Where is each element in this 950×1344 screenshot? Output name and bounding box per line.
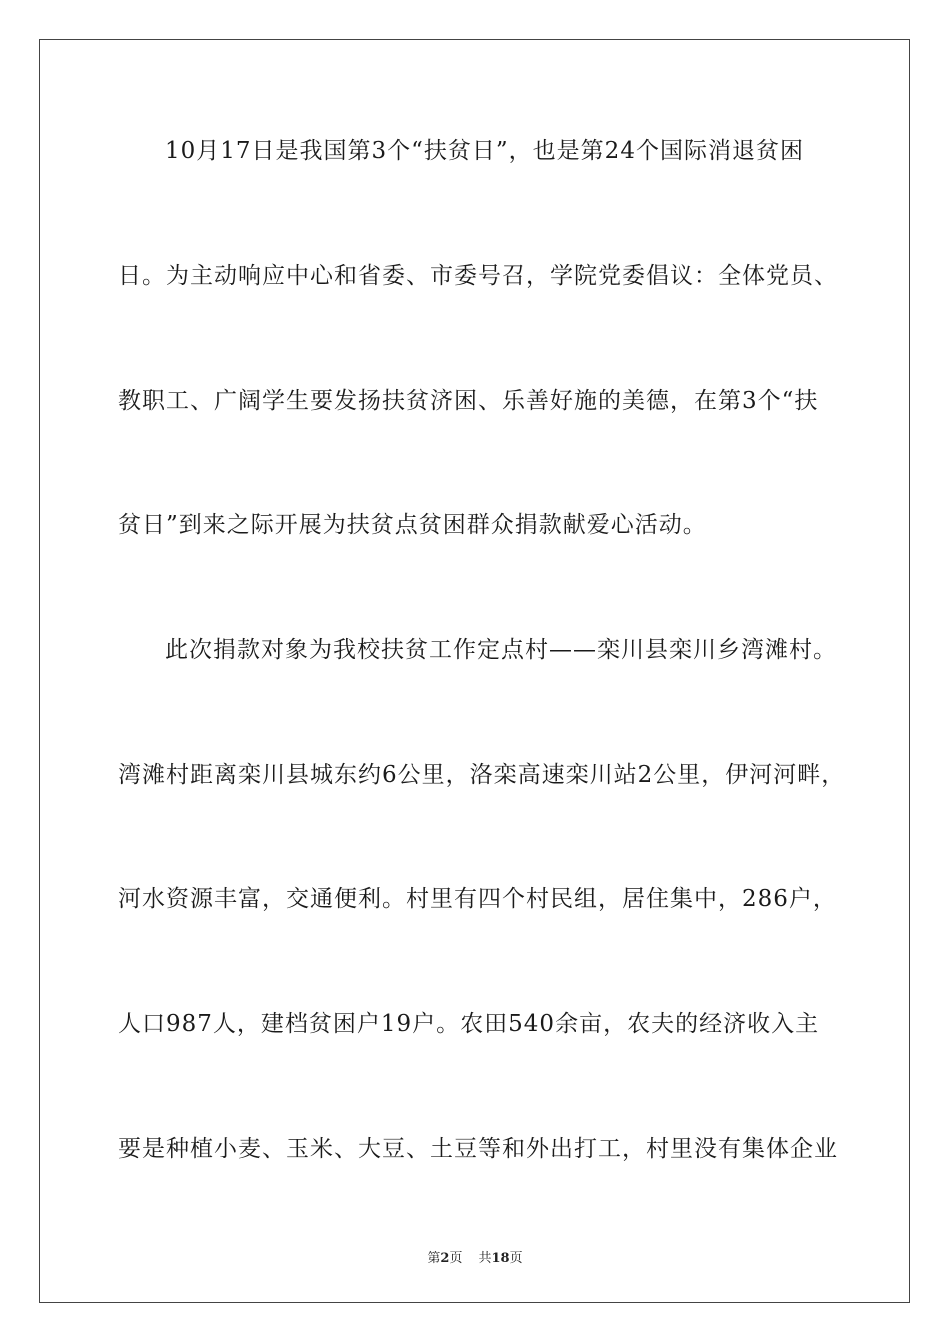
page-current: 2 [440,1251,450,1266]
paragraph-2-line-3: 河水资源丰富，交通便利。村里有四个村民组，居住集中，286户， [118,886,837,912]
paragraph-2-line-2: 湾滩村距离栾川县城东约6公里，洛栾高速栾川站2公里，伊河河畔， [118,762,846,788]
paragraph-2-line-4: 人口987人，建档贫困户19户。农田540余亩，农夫的经济收入主 [118,1011,820,1037]
paragraph-2-line-5: 要是种植小麦、玉米、大豆、土豆等和外出打工，村里没有集体企业 [118,1136,838,1162]
total-suffix: 页 [509,1251,523,1266]
total-prefix: 共 [478,1251,492,1266]
paragraph-1-line-4: 贫日”到来之际开展为扶贫点贫困群众捐款献爱心活动。 [118,512,707,538]
paragraph-2-line-1: 此次捐款对象为我校扶贫工作定点村——栾川县栾川乡湾滩村。 [165,637,837,663]
page-border [39,39,910,1303]
page-total: 18 [491,1251,510,1266]
paragraph-1-line-3: 教职工、广阔学生要发扬扶贫济困、乐善好施的美德，在第3个“扶 [118,388,819,414]
page-footer [0,1247,950,1266]
paragraph-1-line-1: 10月17日是我国第3个“扶贫日”，也是第24个国际消退贫困 [165,138,804,164]
page-suffix: 页 [449,1251,463,1266]
page-prefix: 第 [427,1251,441,1266]
paragraph-1-line-2: 日。为主动响应中心和省委、市委号召，学院党委倡议：全体党员、 [118,263,838,289]
